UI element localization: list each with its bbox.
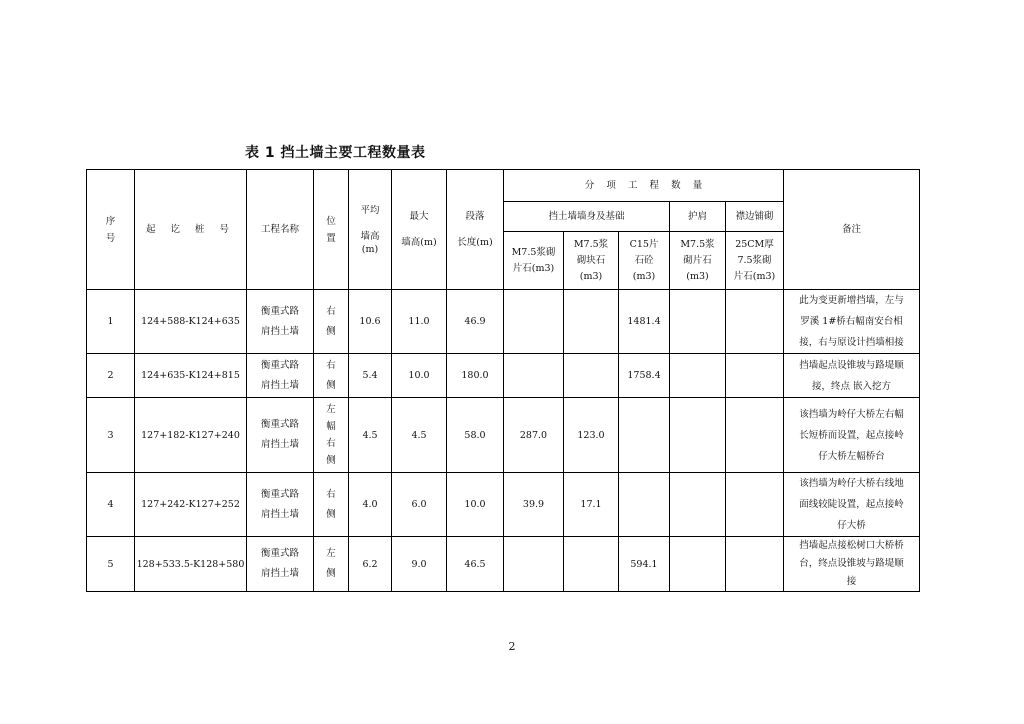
cell-name: 衡重式路 肩挡土墙 (247, 290, 314, 354)
cell-remark: 该挡墙为岭仔大桥左右幅 长短桥而设置，起点接岭 仔大桥左幅桥台 (784, 398, 920, 473)
cell-col4 (670, 398, 726, 473)
cell-position: 右 侧 (314, 473, 349, 537)
cell-avg-height: 5.4 (349, 354, 392, 398)
cell-col5 (726, 537, 784, 592)
cell-length: 46.5 (447, 537, 504, 592)
cell-remark: 此为变更新增挡墙，左与 罗溪 1#桥右幅南安台相 接，右与原设计挡墙相接 (784, 290, 920, 354)
table-row (87, 537, 920, 592)
cell-seq: 3 (87, 398, 135, 473)
header-name: 工程名称 (247, 170, 314, 290)
header-position: 位 置 (314, 170, 349, 290)
cell-col5 (726, 290, 784, 354)
cell-avg-height: 10.6 (349, 290, 392, 354)
header-edge: 襟边铺砌 (726, 202, 784, 232)
cell-col2: 17.1 (564, 473, 619, 537)
cell-col3: 1758.4 (619, 354, 670, 398)
cell-max-height: 6.0 (392, 473, 447, 537)
cell-name: 衡重式路 肩挡土墙 (247, 354, 314, 398)
quantity-table (86, 169, 920, 592)
cell-remark: 挡墙起点接松树口大桥桥 台，终点设锥坡与路堤顺 接 (784, 537, 920, 592)
cell-avg-height: 6.2 (349, 537, 392, 592)
cell-col4 (670, 354, 726, 398)
cell-station: 127+242-K127+252 (135, 473, 247, 537)
cell-length: 10.0 (447, 473, 504, 537)
cell-col3: 594.1 (619, 537, 670, 592)
header-wall-body: 挡土墙墙身及基础 (504, 202, 670, 232)
cell-col5 (726, 398, 784, 473)
cell-length: 180.0 (447, 354, 504, 398)
cell-length: 46.9 (447, 290, 504, 354)
table-row (87, 398, 920, 473)
header-avg-height: 平均 墙高 (m) (349, 170, 392, 290)
cell-col1 (504, 354, 564, 398)
cell-col2: 123.0 (564, 398, 619, 473)
cell-max-height: 11.0 (392, 290, 447, 354)
header-row-1 (87, 170, 920, 202)
header-col-m75-rubble: M7.5浆砌 片石(m3) (504, 232, 564, 290)
header-shoulder: 护肩 (670, 202, 726, 232)
cell-col4 (670, 537, 726, 592)
header-length: 段落 长度(m) (447, 170, 504, 290)
cell-col1: 287.0 (504, 398, 564, 473)
cell-position: 左 侧 (314, 537, 349, 592)
cell-seq: 5 (87, 537, 135, 592)
header-seq: 序 号 (87, 170, 135, 290)
cell-col1: 39.9 (504, 473, 564, 537)
cell-station: 124+588-K124+635 (135, 290, 247, 354)
cell-seq: 2 (87, 354, 135, 398)
cell-station: 128+533.5-K128+580 (135, 537, 247, 592)
cell-max-height: 10.0 (392, 354, 447, 398)
cell-col1 (504, 290, 564, 354)
cell-col3: 1481.4 (619, 290, 670, 354)
cell-col2 (564, 290, 619, 354)
header-remark: 备注 (784, 170, 920, 290)
header-col-25cm: 25CM厚 7.5浆砌 片石(m3) (726, 232, 784, 290)
cell-remark: 挡墙起点设锥坡与路堤顺 接，终点 嵌入挖方 (784, 354, 920, 398)
table-title: 表 1 挡土墙主要工程数量表 (245, 145, 426, 161)
cell-position: 右 侧 (314, 290, 349, 354)
cell-max-height: 4.5 (392, 398, 447, 473)
cell-length: 58.0 (447, 398, 504, 473)
cell-col3 (619, 398, 670, 473)
header-col-shoulder-m75: M7.5浆 砌片石 (m3) (670, 232, 726, 290)
table-row (87, 473, 920, 537)
cell-seq: 4 (87, 473, 135, 537)
cell-position: 左 幅 右 侧 (314, 398, 349, 473)
table-row (87, 290, 920, 354)
header-col-m75-block: M7.5浆 砌块石 (m3) (564, 232, 619, 290)
cell-col5 (726, 473, 784, 537)
cell-avg-height: 4.0 (349, 473, 392, 537)
cell-station: 124+635-K124+815 (135, 354, 247, 398)
cell-position: 右 侧 (314, 354, 349, 398)
header-quantities-group: 分 项 工 程 数 量 (504, 170, 784, 202)
cell-col4 (670, 290, 726, 354)
cell-avg-height: 4.5 (349, 398, 392, 473)
cell-name: 衡重式路 肩挡土墙 (247, 398, 314, 473)
table-row (87, 354, 920, 398)
cell-name: 衡重式路 肩挡土墙 (247, 473, 314, 537)
cell-remark: 该挡墙为岭仔大桥右线地 面线较陡设置，起点接岭 仔大桥 (784, 473, 920, 537)
header-max-height: 最大 墙高(m) (392, 170, 447, 290)
header-station: 起 讫 桩 号 (135, 170, 247, 290)
cell-max-height: 9.0 (392, 537, 447, 592)
cell-col3 (619, 473, 670, 537)
cell-col1 (504, 537, 564, 592)
cell-name: 衡重式路 肩挡土墙 (247, 537, 314, 592)
cell-col5 (726, 354, 784, 398)
cell-col4 (670, 473, 726, 537)
cell-col2 (564, 354, 619, 398)
header-col-c15: C15片 石砼 (m3) (619, 232, 670, 290)
cell-seq: 1 (87, 290, 135, 354)
cell-station: 127+182-K127+240 (135, 398, 247, 473)
cell-col2 (564, 537, 619, 592)
page-number: 2 (508, 640, 516, 653)
